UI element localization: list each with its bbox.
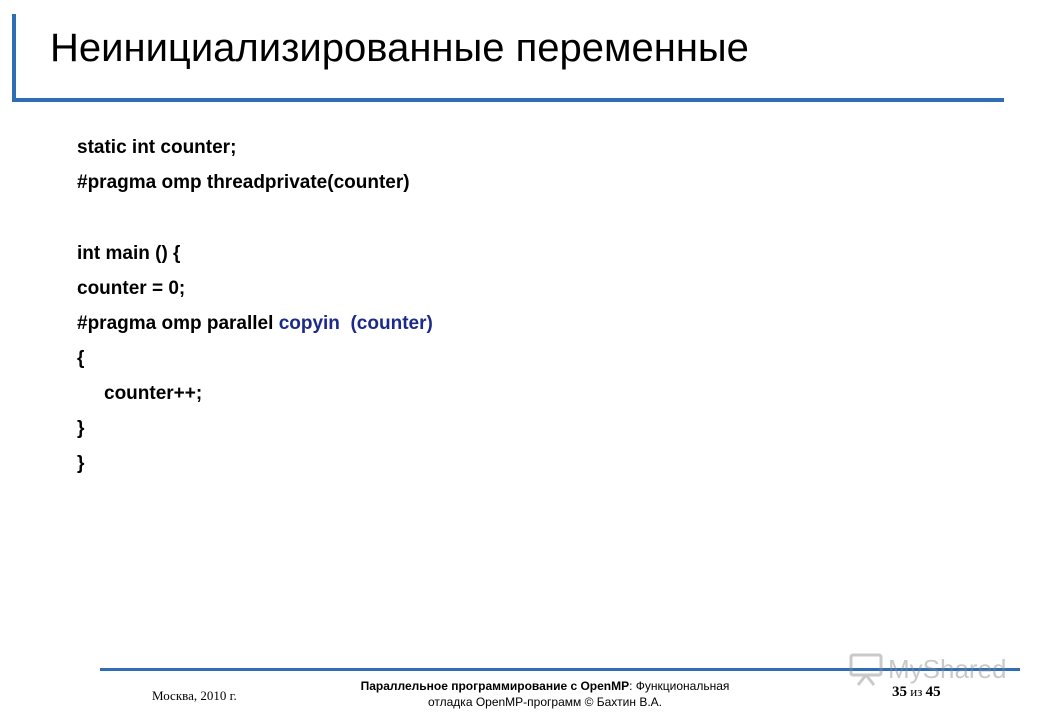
watermark-text: MyShared bbox=[888, 653, 1007, 684]
page-current: 35 bbox=[892, 684, 907, 700]
code-line: } bbox=[77, 453, 85, 474]
code-line: int main () { bbox=[77, 243, 181, 264]
code-line: static int counter; bbox=[77, 137, 237, 158]
page-total: 45 bbox=[925, 684, 941, 700]
code-line: { bbox=[77, 348, 85, 369]
code-line-pragma-parallel bbox=[77, 306, 433, 341]
page-number bbox=[892, 684, 941, 701]
code-line: counter = 0; bbox=[77, 278, 186, 299]
page-of: из bbox=[907, 684, 926, 699]
code-line: counter++; bbox=[104, 383, 203, 404]
slide-title: Неинициализированные переменные bbox=[50, 26, 749, 70]
title-accent-bar-horizontal bbox=[12, 98, 1004, 102]
footer-course-title: Параллельное программирование с OpenMP bbox=[360, 679, 630, 693]
footer-course-info bbox=[330, 678, 760, 710]
code-blank-line bbox=[77, 200, 433, 236]
footer-course-line1 bbox=[330, 678, 760, 694]
footer-course-line2: отладка OpenMP-программ © Бахтин В.А. bbox=[427, 695, 663, 709]
presentation-board-icon bbox=[848, 652, 884, 686]
code-line: #pragma omp threadprivate(counter) bbox=[77, 172, 410, 193]
code-block bbox=[77, 130, 433, 481]
footer-city-year: Москва, 2010 г. bbox=[152, 688, 237, 703]
code-copyin-clause: copyin (counter) bbox=[278, 313, 433, 334]
code-line: } bbox=[77, 418, 85, 439]
watermark bbox=[848, 652, 1007, 686]
title-accent-bar-vertical bbox=[12, 14, 16, 102]
code-text: #pragma omp parallel bbox=[77, 313, 279, 334]
footer-course-subtitle: : Функциональная bbox=[629, 679, 730, 693]
